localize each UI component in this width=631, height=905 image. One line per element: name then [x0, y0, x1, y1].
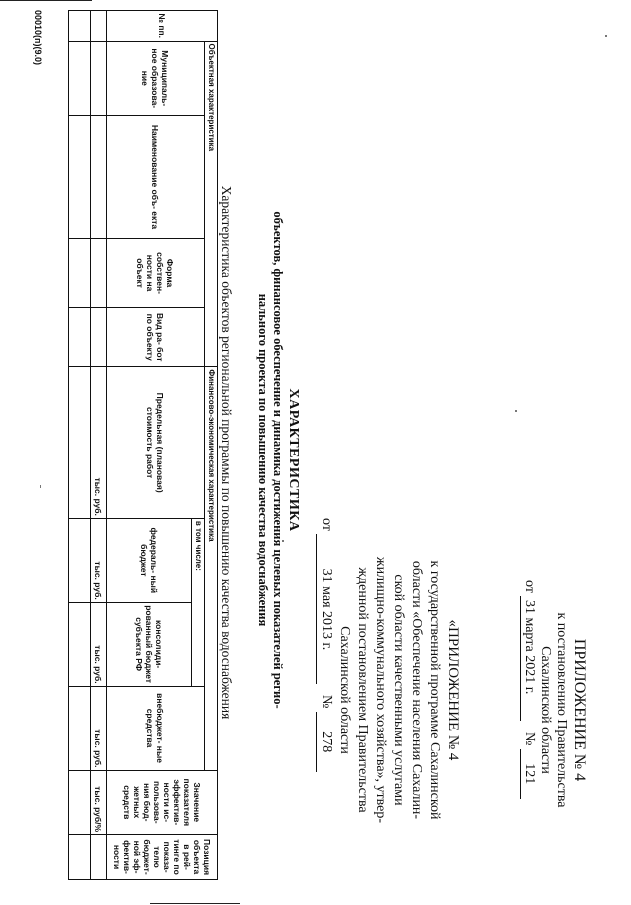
- characteristics-table: [68, 10, 218, 880]
- table-subgroup-row: [192, 11, 205, 880]
- approval-heading: ПРИЛОЖЕНИЕ № 4: [571, 638, 588, 782]
- approval-number: 121: [520, 749, 537, 799]
- col-cost: Предельная (плановая) стоимость работ: [107, 367, 205, 519]
- approval-line: области «Обеспечение населения Сахалин-: [409, 560, 424, 820]
- unit-cell: тыс. руб.: [91, 367, 107, 519]
- approval-day: 31: [522, 599, 537, 614]
- approval-year: 2021 г.: [522, 655, 537, 695]
- in-that-number: в том числе:: [192, 518, 205, 686]
- col-work-type: Вид ра- бот по объекту: [107, 308, 205, 367]
- col-ownership: Форма собствен- ности на объект: [107, 238, 205, 307]
- approval-number: 278: [316, 712, 335, 772]
- table-units-row: [91, 11, 107, 880]
- col-municipality: Муниципаль- ное образова- ние: [107, 41, 205, 116]
- approval-line: Сахалинской области: [337, 626, 352, 754]
- approval-month: марта: [522, 617, 537, 652]
- approval-block-original: [316, 510, 463, 870]
- approval-line: Сахалинской области: [538, 646, 553, 774]
- unit-cell: тыс. руб/%: [91, 770, 107, 835]
- unit-cell: тыс. руб.: [91, 518, 107, 602]
- col-consolidated: консолиди- рованный бюджет субъекта РФ: [107, 602, 192, 686]
- group-object: Объектная характеристика: [205, 41, 218, 367]
- table-empty-row: [69, 11, 91, 880]
- unit-cell: тыс. руб.: [91, 686, 107, 770]
- approval-date: 31 мая 2013 г.: [316, 534, 335, 684]
- col-name: Наименование объ- екта: [107, 116, 205, 239]
- approval-date-line: от 31 марта 2021 г. № 121: [520, 570, 537, 850]
- approval-line: к постановлению Правительства: [554, 612, 569, 808]
- approval-line: ской области качественными услугами: [391, 574, 406, 806]
- approval-date-line: от 31 мая 2013 г. № 278: [316, 510, 335, 870]
- table-group-row: [205, 11, 218, 880]
- col-indicator: Значение показателя эффектив- ности ис- пользова- ния бюд- жетных средств: [107, 770, 218, 835]
- approval-heading: «ПРИЛОЖЕНИЕ № 4: [445, 619, 461, 761]
- group-finance: Финансово-экономическая характеристика: [205, 367, 218, 770]
- approval-line: жилищно-коммунального хозяйства», утвер-: [373, 556, 388, 824]
- title-sub: объектов, финансовое обеспечение и динамика достижения целевых показателей регио-: [271, 211, 285, 709]
- col-position: Позиция объекта в рей- тинге по показа- телю бюджет- ной эф- фектив- ности: [107, 835, 218, 880]
- col-federal: федераль- ный бюджет: [107, 518, 192, 602]
- document-title: [255, 160, 301, 760]
- unit-cell: тыс. руб.: [91, 602, 107, 686]
- approval-line: жденной постановлением Правительства: [355, 567, 370, 813]
- footer-code: 00010(п)(9.0): [33, 10, 43, 65]
- approval-line: к государственной программе Сахалинской: [427, 560, 442, 820]
- approval-block-current: [520, 570, 589, 850]
- title-sub: нального проекта по повышению качества водоснабжения: [256, 293, 270, 627]
- col-offbudget: внебюджет- ные средства: [107, 686, 205, 770]
- col-num: № пп.: [107, 11, 218, 42]
- table-caption: Характеристика объектов региональной программы по повышению качества водоснабжения: [219, 185, 234, 720]
- title-main: ХАРАКТЕРИСТИКА: [286, 388, 301, 532]
